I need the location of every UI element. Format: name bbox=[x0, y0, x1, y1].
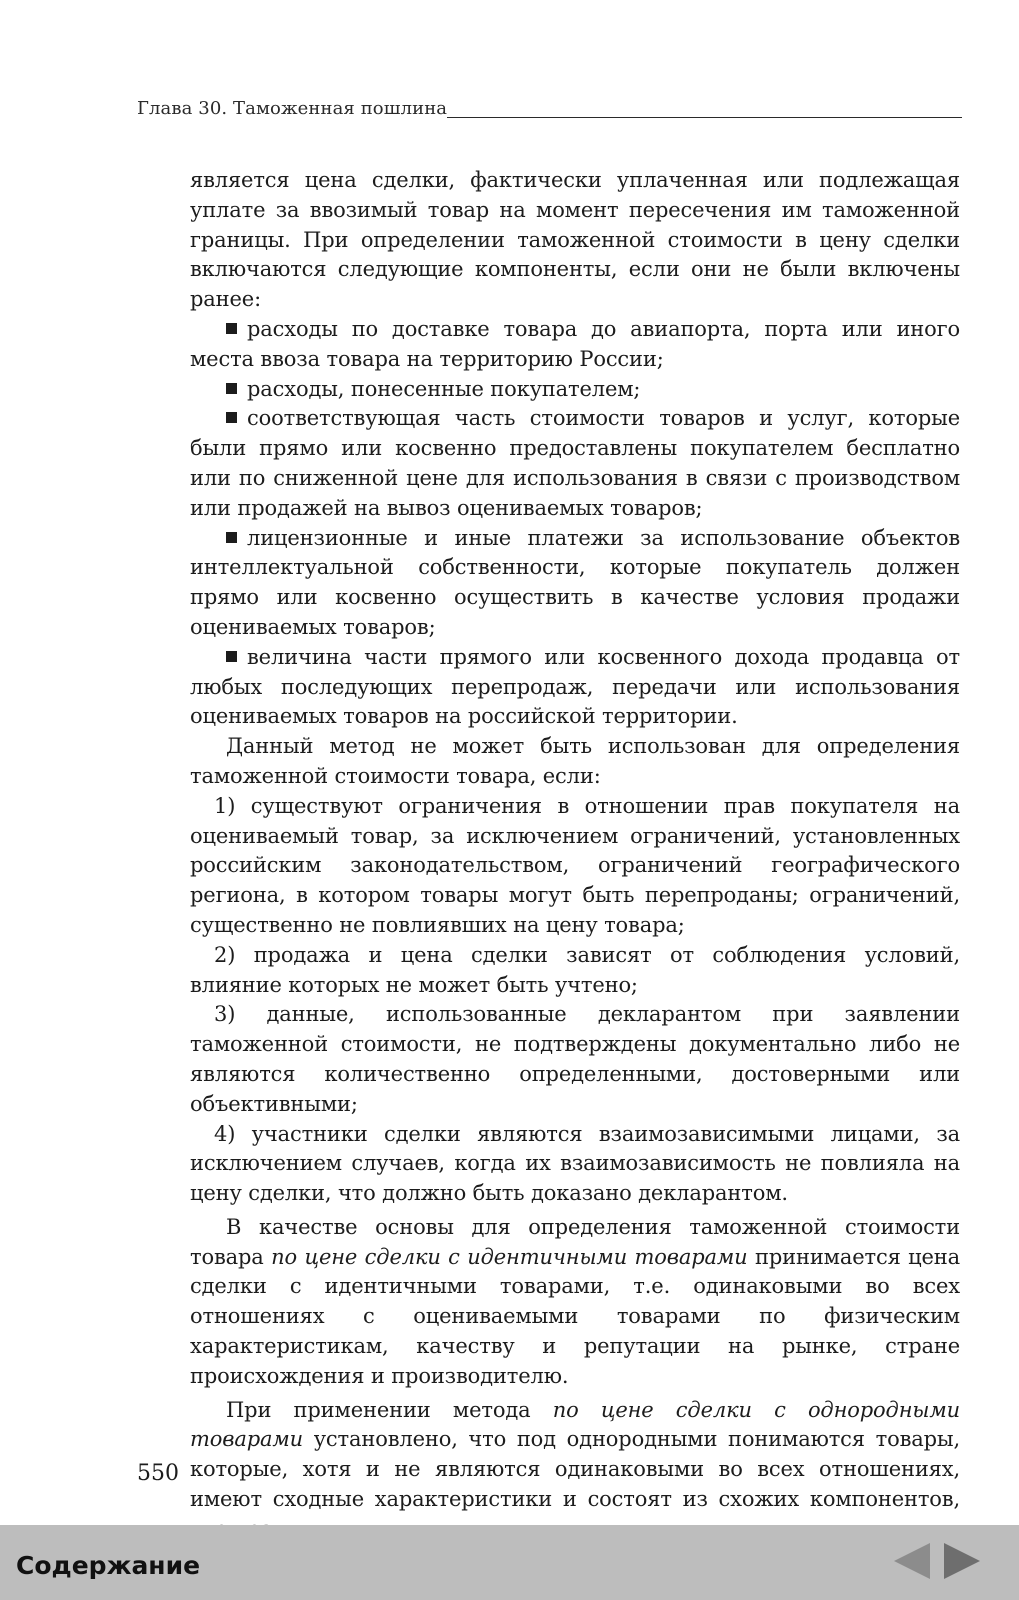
bullet-item bbox=[190, 315, 960, 375]
paragraph: Данный метод не может быть использован для определения таможенной стоимости товара, если: bbox=[190, 734, 960, 788]
next-page-button[interactable] bbox=[942, 1541, 982, 1581]
header-rule bbox=[447, 117, 962, 118]
bullet-item bbox=[190, 375, 960, 405]
bullet-text: лицензионные и иные платежи за использование объектов интеллектуальной собственности, которые покупатель должен прямо или косвенно осуществить в качестве условия продажи оцениваемых товаров; bbox=[190, 525, 960, 639]
navigation-bar bbox=[0, 1525, 1019, 1600]
square-bullet-icon bbox=[226, 323, 237, 334]
paragraph-text: принимается цена сделки с идентичными товарами, т.е. одинаковыми во всех отношениях с оцениваемыми товарами по физическим характеристикам, качеству и репутации на рынке, стране происхождения и производителю. bbox=[190, 1244, 960, 1388]
bullet-text: соответствующая часть стоимости товаров и услуг, которые были прямо или косвенно предоставлены покупателем бесплатно или по сниженной цене для использования в связи с производством или продажей на вывоз оцениваемых товаров; bbox=[190, 406, 960, 520]
square-bullet-icon bbox=[226, 383, 237, 394]
square-bullet-icon bbox=[226, 651, 237, 662]
paragraph-text: установлено, что под однородными понимаются товары, которые, хотя и не являются одинаковыми во всех отношениях, имеют сходные характеристики и состоят из схожих компонентов, bbox=[190, 1427, 960, 1512]
italic-term: по цене сделки с идентичными товарами bbox=[271, 1244, 748, 1269]
page-number: 550 bbox=[137, 1461, 179, 1486]
paragraph: является цена сделки, фактически уплаченная или подлежащая уплате за ввозимый товар на момент пересечения им таможенной границы. При определении таможенной стоимости в цену сделки включаются следующие компоненты, если они не были включены ранее: bbox=[190, 168, 960, 312]
bullet-item bbox=[190, 404, 960, 523]
bullet-item bbox=[190, 524, 960, 643]
previous-page-button[interactable] bbox=[892, 1541, 932, 1581]
running-title: Глава 30. Таможенная пошлина bbox=[137, 98, 448, 119]
bullet-text: расходы, понесенные покупателем; bbox=[247, 376, 641, 401]
bullet-text: величина части прямого или косвенного дохода продавца от любых последующих перепродаж, передачи или использования оцениваемых товаров на российской территории. bbox=[190, 644, 960, 729]
bullet-text: расходы по доставке товара до авиапорта, порта или иного места ввоза товара на территорию России; bbox=[190, 316, 960, 371]
numbered-item: 3) данные, использованные декларантом при заявлении таможенной стоимости, не подтверждены документально либо не являются количественно определенными, достоверными или объективными; bbox=[190, 1002, 960, 1116]
triangle-left-icon bbox=[892, 1541, 932, 1581]
paragraph-text: В качестве основы для определения таможенной стоимости товара bbox=[190, 1214, 960, 1269]
triangle-right-icon bbox=[942, 1541, 982, 1581]
contents-button[interactable]: Содержание bbox=[16, 1551, 201, 1580]
paragraph bbox=[190, 1396, 960, 1545]
square-bullet-icon bbox=[226, 532, 237, 543]
running-header bbox=[137, 98, 962, 122]
bullet-item bbox=[190, 643, 960, 732]
italic-term: по цене сделки с однородными товарами bbox=[190, 1397, 960, 1452]
body-text bbox=[190, 166, 960, 1545]
paragraph-text: При применении метода bbox=[226, 1397, 553, 1422]
numbered-item: 1) существуют ограничения в отношении прав покупателя на оцениваемый товар, за исключением ограничений, установленных российским законодательством, ограничений географического региона, в котором товары могут быть перепроданы; ограничений, существенно не повлиявших на цену товара; bbox=[190, 793, 960, 937]
numbered-item: 2) продажа и цена сделки зависят от соблюдения условий, влияние которых не может быть учтено; bbox=[190, 942, 960, 997]
square-bullet-icon bbox=[226, 412, 237, 423]
numbered-item: 4) участники сделки являются взаимозависимыми лицами, за исключением случаев, когда их взаимозависимость не повлияла на цену сделки, что должно быть доказано декларантом. bbox=[190, 1121, 960, 1206]
paragraph bbox=[190, 1213, 960, 1392]
